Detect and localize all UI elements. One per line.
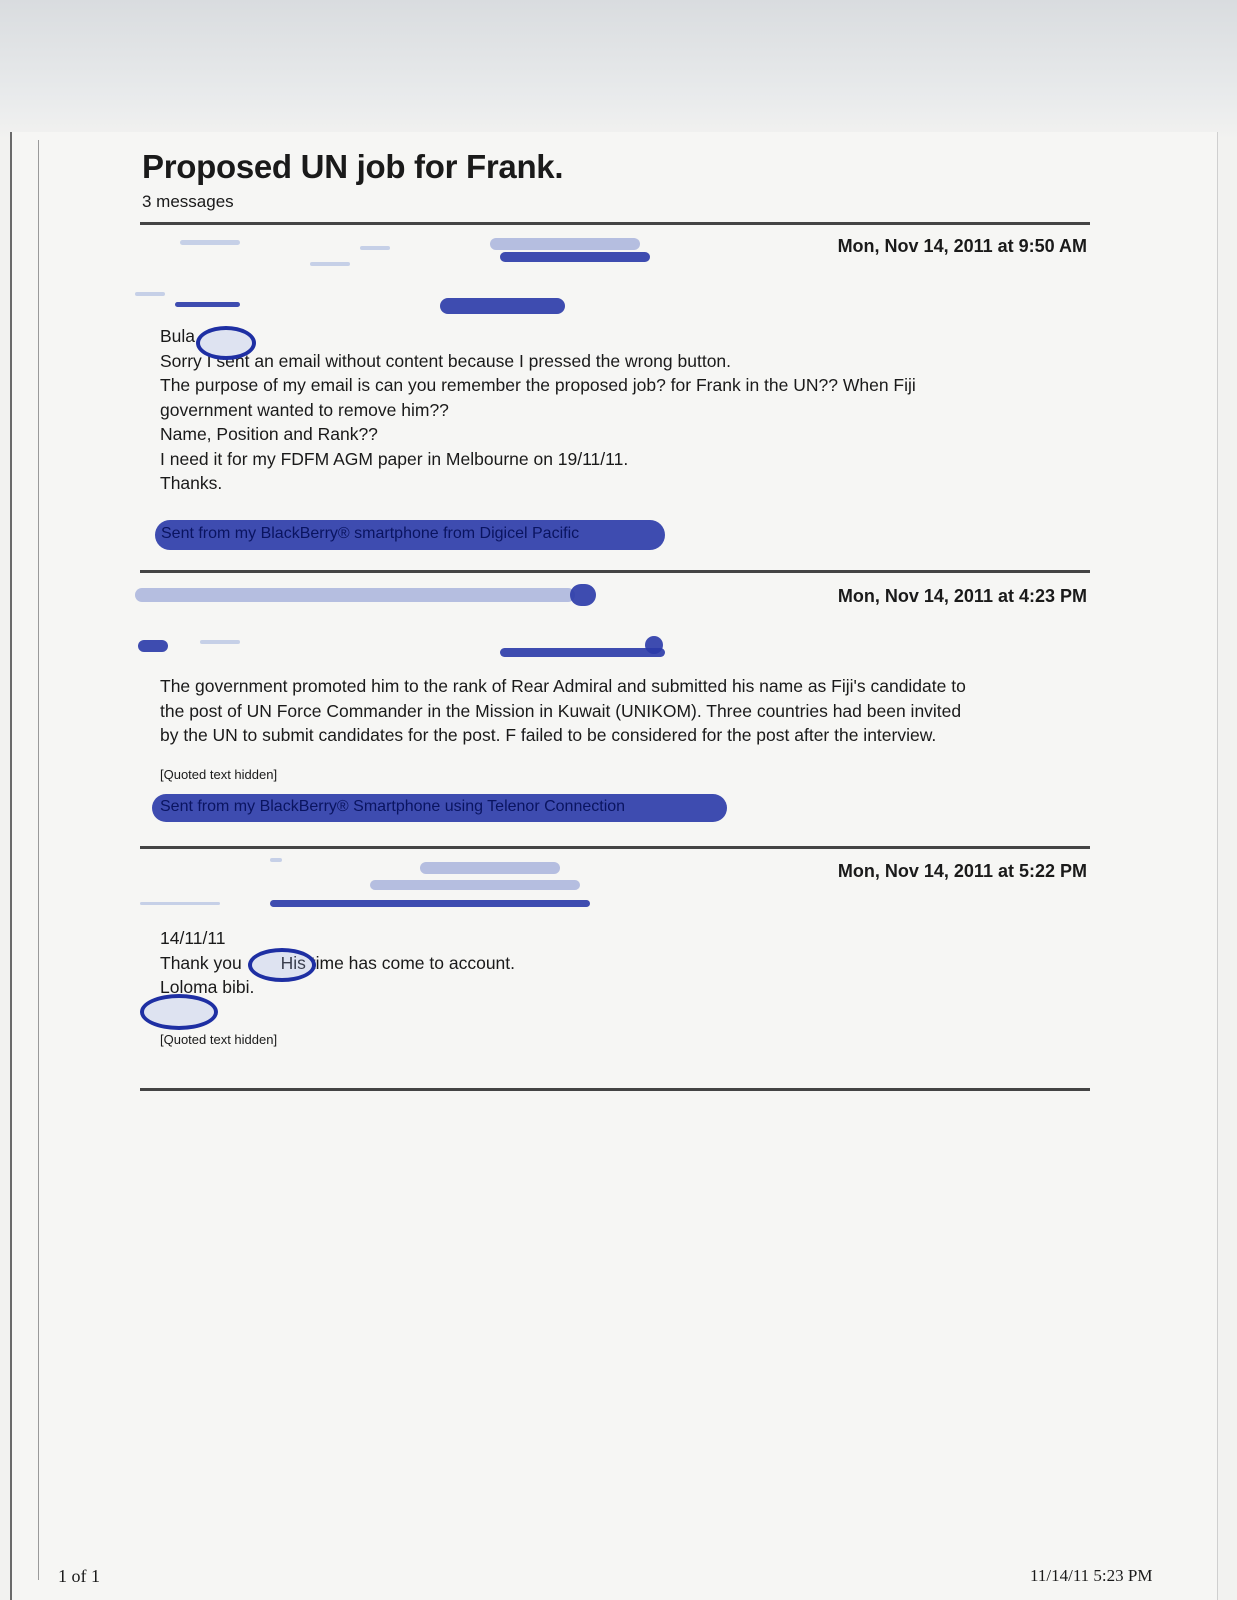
scan-background — [0, 0, 1237, 140]
signature-redaction — [140, 994, 218, 1030]
quoted-text-hidden-2[interactable]: [Quoted text hidden] — [160, 1032, 278, 1047]
print-timestamp: 11/14/11 5:23 PM — [1030, 1566, 1153, 1585]
body-line: Thank you His time has come to account. — [160, 952, 516, 973]
message-1-date: Mon, Nov 14, 2011 at 9:50 AM — [837, 236, 1087, 256]
thread-end-divider — [140, 1088, 1090, 1091]
body-line: Loloma bibi. — [160, 977, 255, 997]
message-2-body — [160, 674, 1070, 748]
body-line: Thanks. — [160, 473, 223, 493]
page-margin-line — [38, 140, 39, 1580]
name-redaction — [248, 948, 316, 982]
message-divider — [140, 570, 1090, 573]
body-line: 14/11/11 — [160, 928, 226, 948]
message-divider — [140, 846, 1090, 849]
page-number: 1 of 1 — [58, 1566, 100, 1586]
message-1-signature: Sent from my BlackBerry® smartphone from Digicel Pacific — [161, 525, 580, 542]
message-1-signature-wrap — [155, 520, 675, 545]
message-count: 3 messages — [142, 192, 234, 211]
body-line: The purpose of my email is can you remember the proposed job? for Frank in the UN?? When Fiji — [160, 375, 916, 395]
message-1-body — [160, 324, 1070, 496]
thread-subject: Proposed UN job for Frank. — [142, 148, 564, 185]
body-line: Name, Position and Rank?? — [160, 424, 378, 444]
body-line: The government promoted him to the rank of Rear Admiral and submitted his name as Fiji's candidate to — [160, 676, 966, 696]
message-2-date: Mon, Nov 14, 2011 at 4:23 PM — [837, 586, 1087, 606]
name-redaction — [196, 326, 256, 360]
body-line: government wanted to remove him?? — [160, 399, 449, 420]
body-line: Bula — [160, 326, 196, 346]
body-line: I need it for my FDFM AGM paper in Melbourne on 19/11/11. — [160, 448, 629, 469]
message-2-signature: Sent from my BlackBerry® Smartphone using Telenor Connection — [160, 798, 626, 815]
body-line: by the UN to submit candidates for the post. F failed to be considered for the post after the interview. — [160, 725, 937, 745]
body-line: Sorry I sent an email without content because I pressed the wrong button. — [160, 350, 732, 371]
body-line: the post of UN Force Commander in the Mission in Kuwait (UNIKOM). Three countries had been invited — [160, 700, 962, 721]
message-3-date: Mon, Nov 14, 2011 at 5:22 PM — [837, 861, 1087, 881]
quoted-text-hidden-1[interactable]: [Quoted text hidden] — [160, 767, 278, 782]
message-divider — [140, 222, 1090, 225]
message-2-signature-wrap — [152, 794, 732, 819]
